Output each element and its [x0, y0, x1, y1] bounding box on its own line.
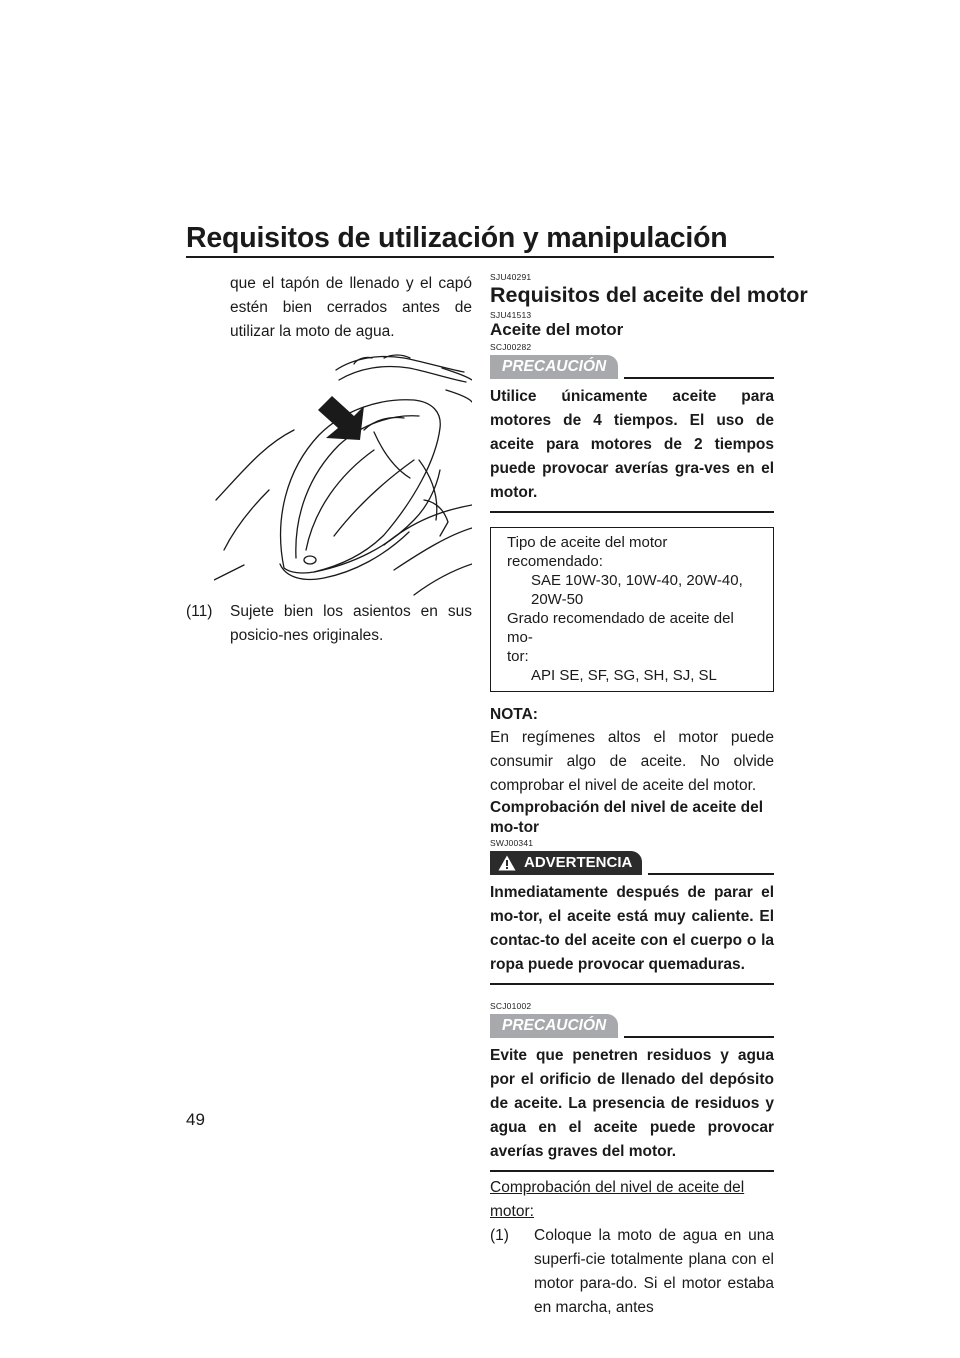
warning-banner	[490, 851, 774, 875]
page-header-title: Requisitos de utilización y manipulación	[186, 222, 728, 254]
caution-code: SCJ01002	[490, 1001, 532, 1011]
banner-rule	[648, 873, 774, 875]
step-number: (11)	[186, 603, 213, 620]
section-code: SJU40291	[490, 272, 532, 282]
warning-label: ADVERTENCIA	[524, 854, 633, 871]
spec-line: SAE 10W-30, 10W-40, 20W-40,	[531, 572, 743, 589]
warning-code: SWJ00341	[490, 838, 534, 848]
spec-line: Grado recomendado de aceite del mo-	[507, 610, 734, 646]
spec-box	[490, 527, 774, 692]
subsection-code: SJU41513	[490, 310, 532, 320]
step-1	[490, 1224, 774, 1320]
step-11	[186, 600, 472, 648]
section-heading: Requisitos del aceite del motor	[490, 283, 808, 307]
caution-end-rule	[490, 511, 774, 513]
caution-label: PRECAUCIÓN	[490, 355, 618, 379]
subsection-heading-check: Comprobación del nivel de aceite del mo-tor	[490, 799, 764, 836]
spec-line: Tipo de aceite del motor recomendado:	[507, 534, 668, 570]
note-text: En regímenes altos el motor puede consumir algo de aceite. No olvide comprobar el nivel de aceite del motor.	[490, 729, 774, 794]
procedure-title: Comprobación del nivel de aceite del motor:	[490, 1179, 745, 1220]
page-number: 49	[186, 1110, 205, 1129]
continuation-paragraph: que el tapón de llenado y el capó estén bien cerrados antes de utilizar la moto de agua.	[230, 275, 472, 340]
step-text: Coloque la moto de agua en una superfi-cie totalmente plana con el motor para-do. Si el motor estaba en marcha, antes	[534, 1227, 774, 1316]
subsection-heading: Aceite del motor	[490, 320, 624, 339]
note-label: NOTA:	[490, 706, 538, 723]
caution-text: Utilice únicamente aceite para motores de 4 tiempos. El uso de aceite para motores de 2 tiempos puede provocar averías gra-ves en el motor.	[490, 388, 774, 501]
banner-rule	[624, 377, 774, 379]
caution-end-rule	[490, 1170, 774, 1172]
spec-line: 20W-50	[531, 591, 584, 608]
spec-line: API SE, SF, SG, SH, SJ, SL	[531, 667, 717, 684]
watercraft-hood-illustration	[214, 350, 472, 598]
warning-end-rule	[490, 983, 774, 985]
right-column	[490, 272, 808, 1320]
caution-label: PRECAUCIÓN	[490, 1014, 618, 1038]
caution-text: Evite que penetren residuos y agua por el orificio de llenado del depósito de aceite. La presencia de residuos y agua en el aceite puede provocar averías graves del motor.	[490, 1047, 774, 1160]
left-column	[186, 272, 472, 648]
watercraft-figure	[186, 350, 472, 598]
caution-banner	[490, 355, 774, 379]
warning-badge	[490, 851, 642, 875]
header-rule	[186, 256, 774, 258]
caution-code: SCJ00282	[490, 342, 532, 352]
step-number: (1)	[490, 1227, 509, 1244]
banner-rule	[624, 1036, 774, 1038]
warning-text: Inmediatamente después de parar el mo-tor, el aceite está muy caliente. El contac-to del aceite con el cuerpo o la ropa puede provocar quemaduras.	[490, 884, 774, 973]
step-text: Sujete bien los asientos en sus posicio-nes originales.	[230, 603, 472, 644]
caution-banner	[490, 1014, 774, 1038]
warning-triangle-icon	[498, 855, 516, 871]
spec-line: tor:	[507, 648, 529, 665]
